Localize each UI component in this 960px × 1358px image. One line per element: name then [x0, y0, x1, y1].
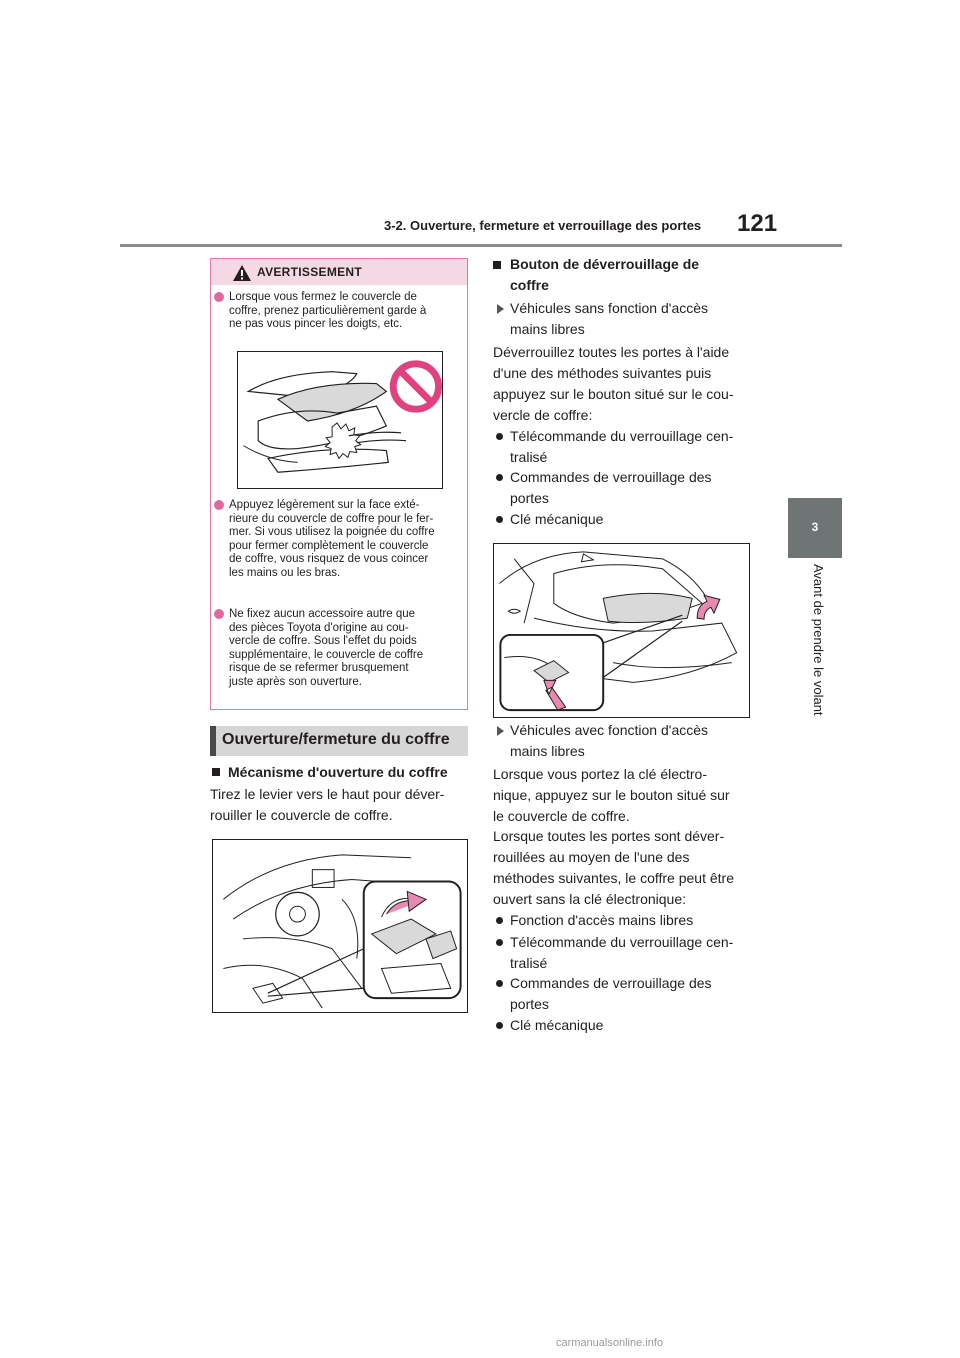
sub-heading — [510, 254, 699, 296]
list-item-line: Commandes de verrouillage des — [510, 975, 712, 991]
list-item — [510, 509, 603, 530]
warning-item-3-line: supplémentaire, le couvercle de coffre — [229, 648, 424, 661]
warning-item-2-line: rieure du couvercle de coffre pour le fer- — [229, 512, 434, 525]
dot-bullet-icon — [496, 917, 503, 924]
warning-item-2-line: de coffre, vous risquez de vous coincer — [229, 553, 429, 565]
list-item — [510, 426, 733, 468]
warning-bullet-icon — [214, 609, 224, 619]
square-bullet-icon — [212, 768, 220, 776]
watermark[interactable]: carmanualsonline.info — [556, 1337, 664, 1349]
sub-heading-line: coffre — [510, 277, 549, 293]
warning-bullet-icon — [214, 292, 224, 302]
chapter-label — [808, 556, 838, 736]
dot-bullet-icon — [496, 474, 503, 481]
variant-label-line: Véhicules avec fonction d'accès — [510, 722, 709, 738]
list-item — [510, 932, 733, 974]
paragraph-line: Tirez le levier vers le haut pour déver- — [210, 786, 445, 802]
chapter-label-text: Avant de prendre le volant — [811, 564, 826, 716]
arrow-bullet-icon — [497, 726, 504, 736]
warning-item-3 — [229, 608, 423, 689]
square-bullet-icon — [493, 261, 501, 269]
sub-heading-line: Bouton de déverrouillage de — [510, 256, 700, 272]
list-item-line: portes — [510, 996, 549, 1012]
trunk-pinch-illustration — [237, 351, 443, 489]
paragraph-line: appuyez sur le bouton situé sur le cou- — [493, 386, 734, 402]
warning-item-1 — [229, 291, 426, 332]
arrow-bullet-icon — [497, 304, 504, 314]
warning-item-2 — [229, 499, 435, 580]
paragraph-line: ouvert sans la clé électronique: — [493, 891, 686, 907]
list-item — [510, 467, 712, 509]
chapter-number: 3 — [811, 520, 819, 534]
paragraph-line: le couvercle de coffre. — [493, 808, 630, 824]
warning-item-3-line: vercle de coffre. Sous l'effet du poids — [229, 635, 417, 647]
section-heading: Ouverture/fermeture du coffre — [222, 731, 450, 748]
list-item-line: tralisé — [510, 449, 548, 465]
dot-bullet-icon — [496, 1022, 503, 1029]
paragraph — [493, 342, 733, 426]
paragraph-line: rouillées au moyen de l'une des — [493, 849, 690, 865]
dot-bullet-icon — [496, 433, 503, 440]
paragraph-line: d'une des méthodes suivantes puis — [493, 365, 712, 381]
list-item — [510, 910, 693, 931]
paragraph-line: méthodes suivantes, le coffre peut être — [493, 870, 734, 886]
list-item-line: Clé mécanique — [510, 511, 604, 527]
warning-item-2-line: les mains ou les bras. — [229, 566, 341, 579]
page-number: 121 — [737, 210, 778, 237]
variant-label-line: Véhicules sans fonction d'accès — [510, 300, 709, 316]
variant-label — [510, 720, 708, 762]
paragraph — [493, 826, 734, 910]
list-item-line: Commandes de verrouillage des — [510, 469, 712, 485]
warning-title: AVERTISSEMENT — [257, 265, 363, 279]
warning-item-2-line: pour fermer complètement le couvercle — [229, 539, 429, 552]
list-item-line: portes — [510, 490, 549, 506]
section-heading-bar — [210, 726, 216, 756]
warning-item-2-line: mer. Si vous utilisez la poignée du coffre — [229, 526, 435, 538]
warning-item-1-line: ne pas vous pincer les doigts, etc. — [229, 318, 403, 330]
warning-bullet-icon — [214, 500, 224, 510]
paragraph-line: nique, appuyez sur le bouton situé sur — [493, 787, 730, 803]
warning-item-1-line: Lorsque vous fermez le couvercle de — [229, 291, 417, 303]
paragraph-line: Lorsque toutes les portes sont déver- — [493, 828, 725, 844]
warning-item-1-line: coffre, prenez particulièrement garde à — [229, 304, 427, 317]
list-item-line: tralisé — [510, 955, 548, 971]
header-rule — [120, 244, 842, 247]
paragraph-line: Lorsque vous portez la clé électro- — [493, 766, 707, 782]
trunk-button-illustration — [493, 543, 750, 718]
dot-bullet-icon — [496, 516, 503, 523]
warning-triangle-icon — [232, 264, 252, 282]
warning-item-3-line: Ne fixez aucun accessoire autre que — [229, 608, 416, 620]
list-item-line: Télécommande du verrouillage cen- — [510, 934, 734, 950]
trunk-lever-illustration — [212, 839, 468, 1013]
warning-item-3-line: juste après son ouverture. — [229, 675, 362, 688]
warning-item-3-line: risque de se refermer brusquement — [229, 662, 409, 674]
warning-item-2-line: Appuyez légèrement sur la face exté- — [229, 499, 420, 511]
list-item — [510, 1015, 603, 1036]
section-title: 3-2. Ouverture, fermeture et verrouillage des portes — [384, 218, 702, 233]
variant-label-line: mains libres — [510, 743, 585, 759]
dot-bullet-icon — [496, 939, 503, 946]
variant-label-line: mains libres — [510, 321, 585, 337]
list-item-line: Télécommande du verrouillage cen- — [510, 428, 734, 444]
list-item-line: Fonction d'accès mains libres — [510, 912, 694, 928]
sub-heading: Mécanisme d'ouverture du coffre — [228, 764, 448, 780]
list-item — [510, 973, 712, 1015]
paragraph — [210, 784, 444, 826]
paragraph — [493, 764, 730, 827]
paragraph-line: rouiller le couvercle de coffre. — [210, 807, 393, 823]
paragraph-line: Déverrouillez toutes les portes à l'aide — [493, 344, 730, 360]
paragraph-line: vercle de coffre: — [493, 407, 593, 423]
dot-bullet-icon — [496, 980, 503, 987]
variant-label — [510, 298, 708, 340]
list-item-line: Clé mécanique — [510, 1017, 604, 1033]
warning-item-3-line: des pièces Toyota d'origine au cou- — [229, 621, 409, 634]
